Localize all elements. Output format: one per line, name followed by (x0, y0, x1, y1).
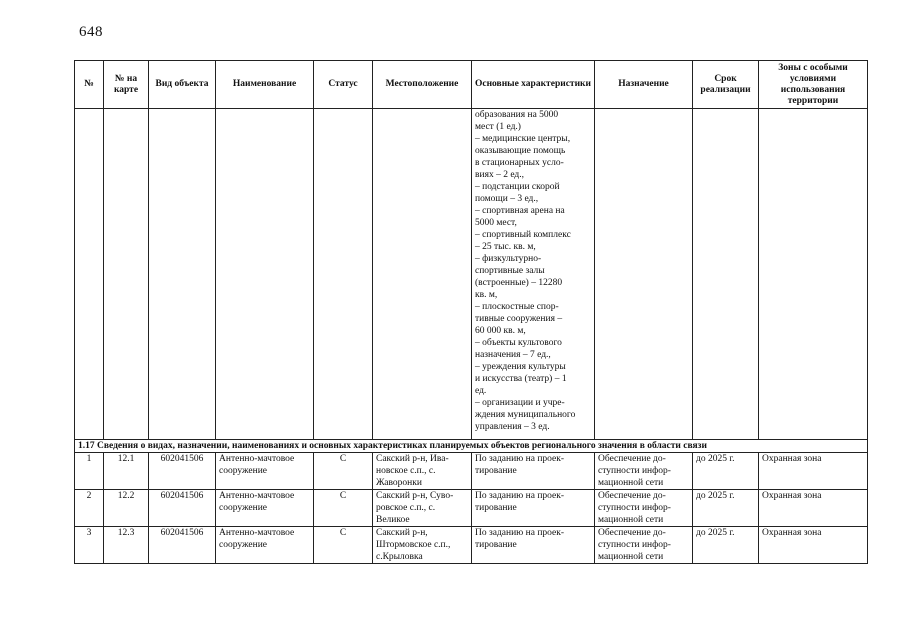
cell-term: до 2025 г. (693, 453, 759, 490)
header-type: Вид объекта (149, 61, 216, 109)
cell-name: Антенно-мачтовое сооружение (216, 527, 314, 564)
cont-cell-characteristics: образования на 5000 мест (1 ед.) – медицинские центры, оказывающие помощь в стационарных усло- виях – 2 ед., – подстанции скорой помощи – 3 ед., – спортивная арена на 5000 мест, – спортивный комплекс – 25 тыс. кв. м, – физкультурно- спортивные залы (встроенные) – 12280 кв. м, – плоскостные спор- тивные сооружения – 60 000 кв. м, – объекты культового назначения – 7 ед., – урeждения культуры и искусства (театр) – 1 ед. – организации и учре- ждения муниципального управления – 3 ед. (472, 109, 595, 440)
cell-location: Сакский р-н, Штормовское с.п., с.Крыловка (373, 527, 472, 564)
cell-zones: Охранная зона (759, 490, 868, 527)
cont-cell-num (75, 109, 104, 440)
cell-location: Сакский р-н, Суво-ровское с.п., с. Великое (373, 490, 472, 527)
cont-cell-purpose (595, 109, 693, 440)
section-title: 1.17 Сведения о видах, назначении, наименованиях и основных характеристиках планируемых объектов регионального значения в области связи (75, 440, 868, 453)
cell-status: С (314, 453, 373, 490)
cell-status: С (314, 527, 373, 564)
header-purpose: Назначение (595, 61, 693, 109)
cell-term: до 2025 г. (693, 527, 759, 564)
cell-type: 602041506 (149, 453, 216, 490)
header-status: Статус (314, 61, 373, 109)
cell-map-num: 12.3 (104, 527, 149, 564)
cell-type: 602041506 (149, 490, 216, 527)
cell-map-num: 12.1 (104, 453, 149, 490)
cell-num: 2 (75, 490, 104, 527)
cont-cell-zones (759, 109, 868, 440)
cell-zones: Охранная зона (759, 527, 868, 564)
header-map-num: № на карте (104, 61, 149, 109)
header-num: № (75, 61, 104, 109)
continuation-row (75, 109, 868, 440)
table-row (75, 527, 868, 564)
header-name: Наименование (216, 61, 314, 109)
cell-purpose: Обеспечение до-ступности инфор-мационной сети (595, 453, 693, 490)
cell-characteristics: По заданию на проек-тирование (472, 490, 595, 527)
cont-cell-map-num (104, 109, 149, 440)
header-row (75, 61, 868, 109)
cell-zones: Охранная зона (759, 453, 868, 490)
table-row (75, 453, 868, 490)
cont-cell-term (693, 109, 759, 440)
header-term: Срок реализации (693, 61, 759, 109)
objects-table (74, 60, 868, 564)
header-location: Местоположение (373, 61, 472, 109)
table-row (75, 490, 868, 527)
cont-cell-status (314, 109, 373, 440)
cell-name: Антенно-мачтовое сооружение (216, 490, 314, 527)
cont-cell-name (216, 109, 314, 440)
cell-purpose: Обеспечение до-ступности инфор-мационной сети (595, 527, 693, 564)
cell-characteristics: По заданию на проек-тирование (472, 453, 595, 490)
header-characteristics: Основные характеристики (472, 61, 595, 109)
cont-cell-type (149, 109, 216, 440)
cell-num: 1 (75, 453, 104, 490)
header-zones: Зоны с особыми условиями использования территории (759, 61, 868, 109)
cell-location: Сакский р-н, Ива-новское с.п., с. Жаворонки (373, 453, 472, 490)
cell-num: 3 (75, 527, 104, 564)
cell-purpose: Обеспечение до-ступности инфор-мационной сети (595, 490, 693, 527)
cell-map-num: 12.2 (104, 490, 149, 527)
cell-characteristics: По заданию на проек-тирование (472, 527, 595, 564)
cell-type: 602041506 (149, 527, 216, 564)
cell-term: до 2025 г. (693, 490, 759, 527)
section-row (75, 440, 868, 453)
cell-name: Антенно-мачтовое сооружение (216, 453, 314, 490)
cont-cell-location (373, 109, 472, 440)
cell-status: С (314, 490, 373, 527)
page-number: 648 (79, 24, 103, 40)
